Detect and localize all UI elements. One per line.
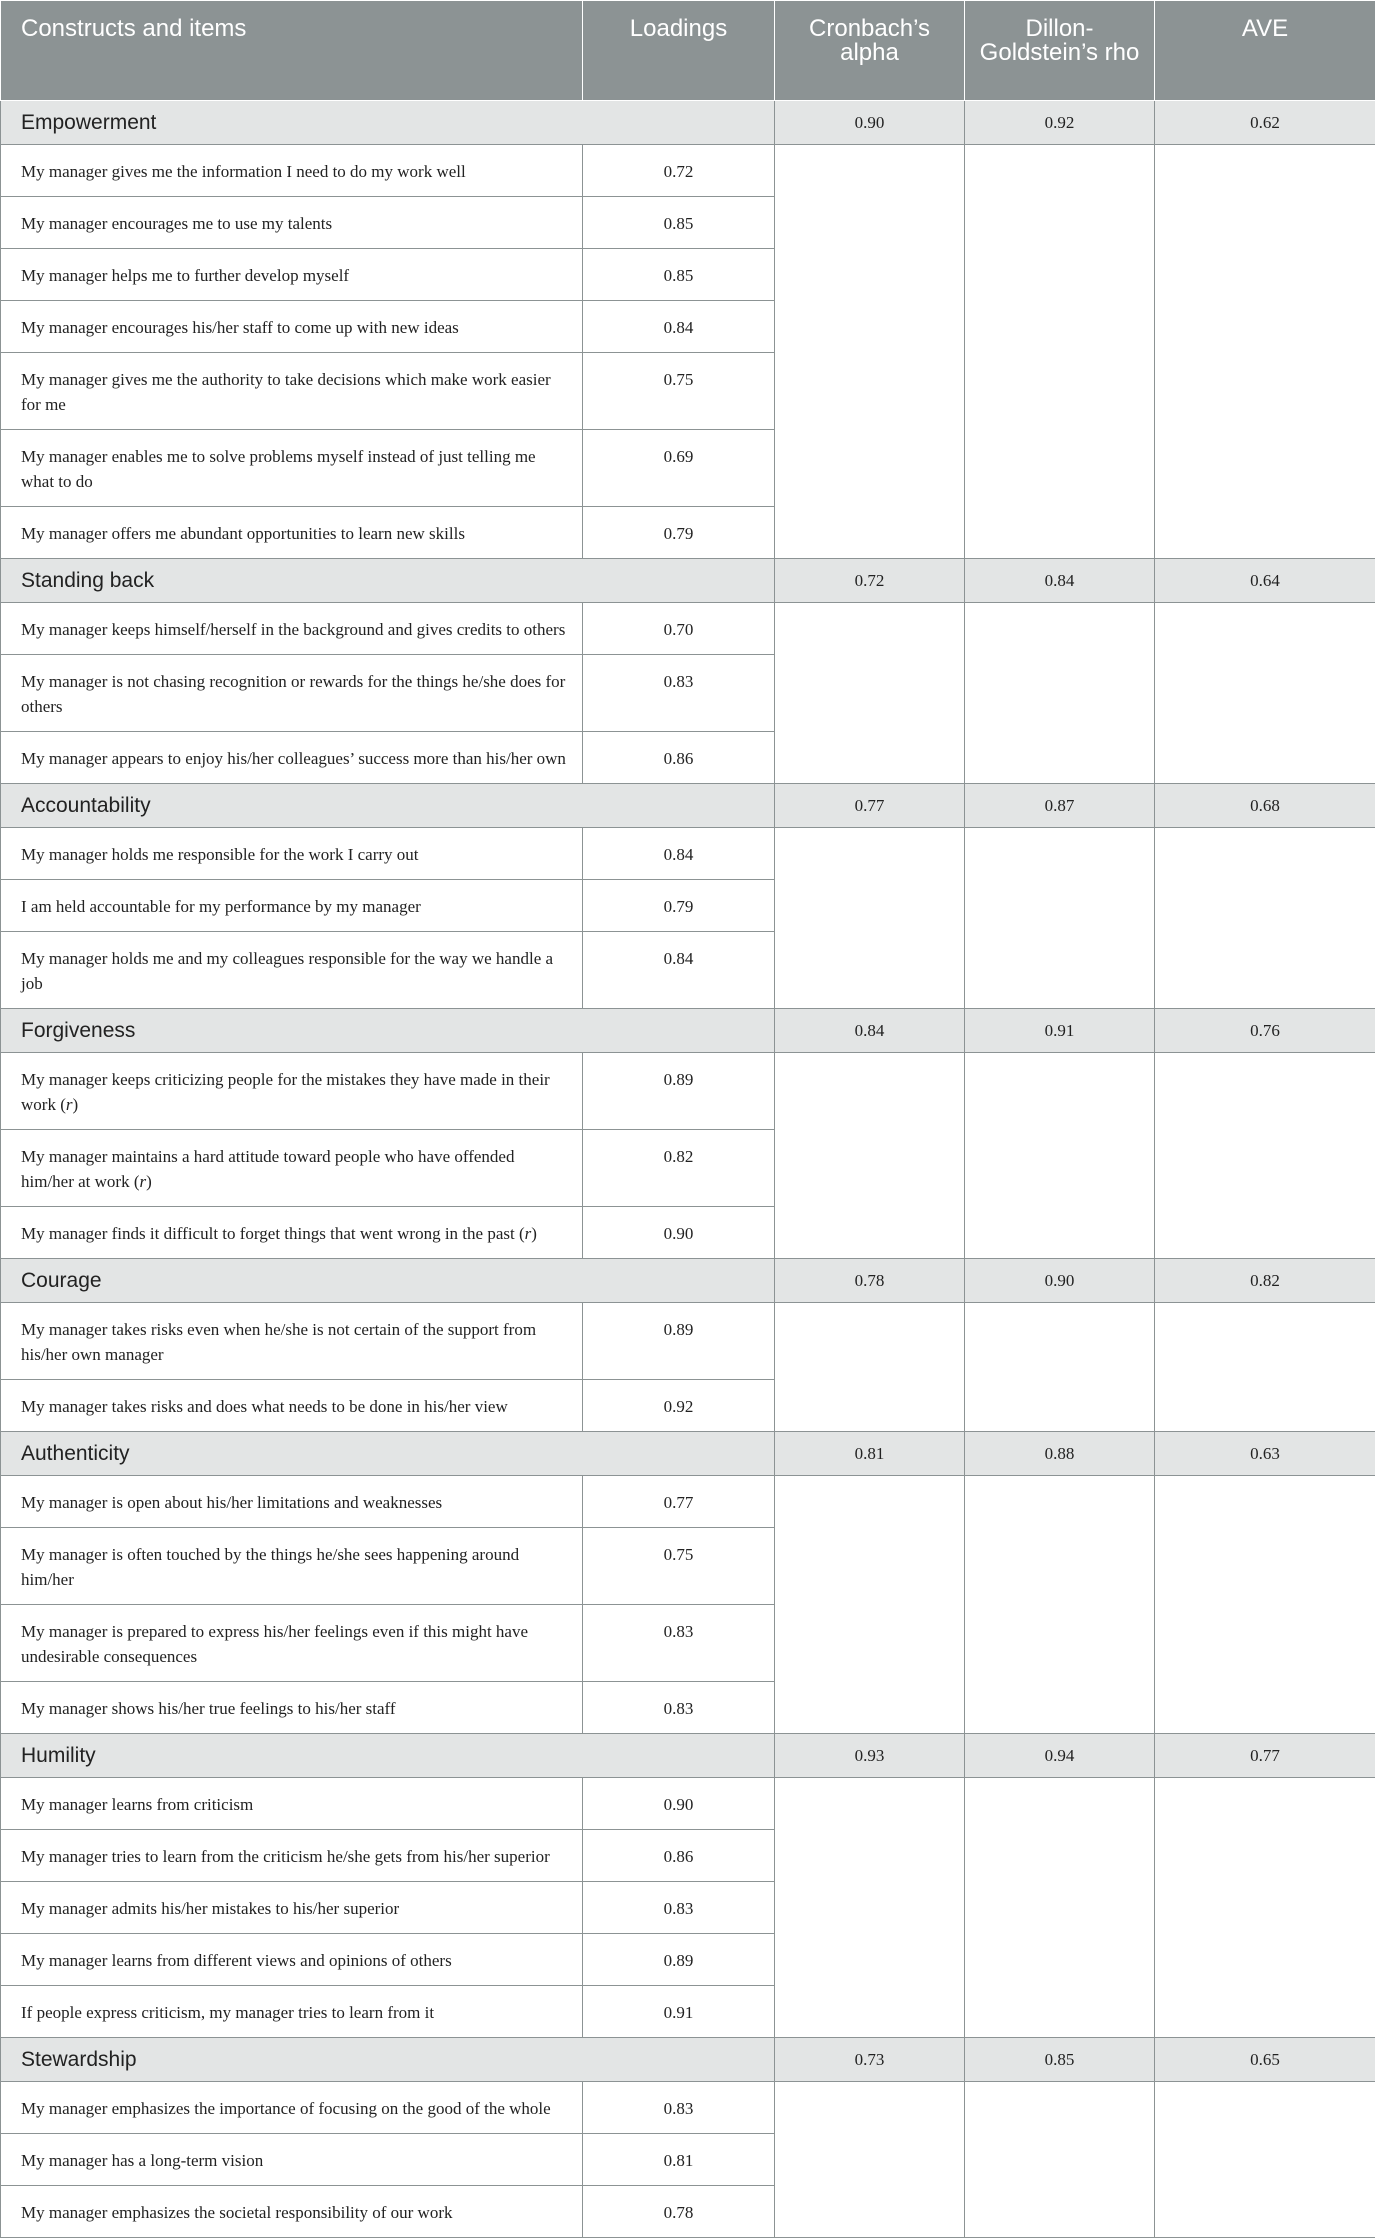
- empty-cell: [775, 732, 965, 784]
- item-text-cell: [1, 1380, 583, 1432]
- dillon-goldstein-rho-value: 0.84: [965, 559, 1155, 603]
- construct-row: [1, 1734, 1375, 1778]
- empty-cell: [965, 1934, 1155, 1986]
- cronbach-alpha-value: 0.72: [775, 559, 965, 603]
- item-text: My manager holds me responsible for the work I carry out: [21, 845, 419, 864]
- item-row: [1, 1778, 1375, 1830]
- empty-cell: [1155, 1380, 1375, 1432]
- item-loading: 0.82: [583, 1130, 775, 1207]
- item-text: My manager gives me the authority to take decisions which make work easier for me: [21, 370, 551, 414]
- item-text-cell: [1, 1934, 583, 1986]
- empty-cell: [1155, 2186, 1375, 2238]
- item-loading: 0.84: [583, 932, 775, 1009]
- item-loading: 0.85: [583, 197, 775, 249]
- item-row: [1, 603, 1375, 655]
- cronbach-alpha-value: 0.84: [775, 1009, 965, 1053]
- empty-cell: [775, 1528, 965, 1605]
- item-text: My manager is prepared to express his/her feelings even if this might have undesirable consequences: [21, 1622, 528, 1666]
- item-text-cell: [1, 1882, 583, 1934]
- dillon-goldstein-rho-value: 0.87: [965, 784, 1155, 828]
- header-loadings: Loadings: [583, 1, 775, 101]
- cronbach-alpha-value: 0.78: [775, 1259, 965, 1303]
- empty-cell: [1155, 2082, 1375, 2134]
- empty-cell: [965, 353, 1155, 430]
- empty-cell: [775, 880, 965, 932]
- item-loading: 0.83: [583, 1605, 775, 1682]
- empty-cell: [965, 1778, 1155, 1830]
- item-loading: 0.83: [583, 1682, 775, 1734]
- empty-cell: [965, 1830, 1155, 1882]
- item-row: [1, 1130, 1375, 1207]
- ave-value: 0.77: [1155, 1734, 1375, 1778]
- dillon-goldstein-rho-value: 0.92: [965, 101, 1155, 145]
- empty-cell: [775, 1130, 965, 1207]
- item-text-cell: [1, 507, 583, 559]
- empty-cell: [775, 1053, 965, 1130]
- table-body: [1, 101, 1375, 2238]
- empty-cell: [1155, 2134, 1375, 2186]
- empty-cell: [1155, 145, 1375, 197]
- empty-cell: [775, 1882, 965, 1934]
- cronbach-alpha-value: 0.90: [775, 101, 965, 145]
- empty-cell: [1155, 1476, 1375, 1528]
- empty-cell: [965, 732, 1155, 784]
- reverse-coded-marker: r: [66, 1095, 73, 1114]
- item-text-cell: [1, 301, 583, 353]
- item-loading: 0.69: [583, 430, 775, 507]
- item-text: My manager shows his/her true feelings to his/her staff: [21, 1699, 396, 1718]
- empty-cell: [965, 249, 1155, 301]
- reverse-coded-marker: r: [140, 1172, 147, 1191]
- item-text: My manager has a long-term vision: [21, 2151, 263, 2170]
- item-text: My manager maintains a hard attitude toward people who have offended him/her at work: [21, 1147, 514, 1191]
- empty-cell: [775, 145, 965, 197]
- construct-row: [1, 559, 1375, 603]
- item-text-cell: [1, 828, 583, 880]
- item-text: My manager helps me to further develop myself: [21, 266, 349, 285]
- item-text-cell: My manager keeps criticizing people for the mistakes they have made in their work (r): [1, 1053, 583, 1130]
- item-row: [1, 880, 1375, 932]
- empty-cell: [775, 301, 965, 353]
- construct-name: Forgiveness: [1, 1009, 775, 1053]
- dillon-goldstein-rho-value: 0.94: [965, 1734, 1155, 1778]
- empty-cell: [965, 430, 1155, 507]
- empty-cell: [775, 1830, 965, 1882]
- item-row: [1, 1380, 1375, 1432]
- item-row: [1, 197, 1375, 249]
- item-text: My manager offers me abundant opportunities to learn new skills: [21, 524, 465, 543]
- item-loading: 0.90: [583, 1778, 775, 1830]
- item-row: [1, 1605, 1375, 1682]
- item-loading: 0.81: [583, 2134, 775, 2186]
- empty-cell: [775, 1380, 965, 1432]
- empty-cell: [965, 1882, 1155, 1934]
- item-loading: 0.77: [583, 1476, 775, 1528]
- construct-row: [1, 1259, 1375, 1303]
- item-loading: 0.75: [583, 1528, 775, 1605]
- empty-cell: [1155, 301, 1375, 353]
- item-loading: 0.72: [583, 145, 775, 197]
- item-row: [1, 1528, 1375, 1605]
- item-text-cell: My manager maintains a hard attitude toward people who have offended him/her at work (r): [1, 1130, 583, 1207]
- item-row: [1, 828, 1375, 880]
- dillon-goldstein-rho-value: 0.91: [965, 1009, 1155, 1053]
- empty-cell: [775, 932, 965, 1009]
- ave-value: 0.62: [1155, 101, 1375, 145]
- item-text: My manager tries to learn from the criticism he/she gets from his/her superior: [21, 1847, 550, 1866]
- construct-name: Stewardship: [1, 2038, 775, 2082]
- empty-cell: [965, 1207, 1155, 1259]
- empty-cell: [775, 430, 965, 507]
- ave-value: 0.82: [1155, 1259, 1375, 1303]
- item-row: [1, 353, 1375, 430]
- item-loading: 0.89: [583, 1053, 775, 1130]
- empty-cell: [965, 197, 1155, 249]
- empty-cell: [1155, 1882, 1375, 1934]
- empty-cell: [965, 932, 1155, 1009]
- item-text: My manager takes risks and does what needs to be done in his/her view: [21, 1397, 508, 1416]
- empty-cell: [775, 1207, 965, 1259]
- item-row: [1, 249, 1375, 301]
- empty-cell: [965, 301, 1155, 353]
- header-constructs: Constructs and items: [1, 1, 583, 101]
- empty-cell: [775, 353, 965, 430]
- item-text-cell: [1, 145, 583, 197]
- item-row: [1, 507, 1375, 559]
- construct-row: [1, 1009, 1375, 1053]
- item-row: [1, 2134, 1375, 2186]
- empty-cell: [1155, 1986, 1375, 2038]
- item-text-cell: [1, 353, 583, 430]
- item-loading: 0.86: [583, 1830, 775, 1882]
- item-text: My manager is not chasing recognition or rewards for the things he/she does for others: [21, 672, 565, 716]
- dillon-goldstein-rho-value: 0.85: [965, 2038, 1155, 2082]
- item-row: [1, 430, 1375, 507]
- item-text-cell: [1, 1778, 583, 1830]
- item-loading: 0.84: [583, 828, 775, 880]
- ave-value: 0.68: [1155, 784, 1375, 828]
- empty-cell: [1155, 1934, 1375, 1986]
- item-text: My manager keeps criticizing people for the mistakes they have made in their work: [21, 1070, 550, 1114]
- item-loading: 0.84: [583, 301, 775, 353]
- item-text-cell: [1, 603, 583, 655]
- ave-value: 0.63: [1155, 1432, 1375, 1476]
- construct-row: [1, 784, 1375, 828]
- empty-cell: [1155, 1528, 1375, 1605]
- item-text-cell: My manager finds it difficult to forget things that went wrong in the past (r): [1, 1207, 583, 1259]
- empty-cell: [775, 603, 965, 655]
- item-loading: 0.89: [583, 1303, 775, 1380]
- construct-name: Authenticity: [1, 1432, 775, 1476]
- item-loading: 0.85: [583, 249, 775, 301]
- empty-cell: [965, 1380, 1155, 1432]
- cronbach-alpha-value: 0.77: [775, 784, 965, 828]
- item-row: [1, 1303, 1375, 1380]
- item-text-cell: [1, 932, 583, 1009]
- item-row: [1, 1934, 1375, 1986]
- empty-cell: [1155, 655, 1375, 732]
- empty-cell: [775, 249, 965, 301]
- empty-cell: [775, 828, 965, 880]
- header-ave: AVE: [1155, 1, 1375, 101]
- item-row: [1, 1476, 1375, 1528]
- empty-cell: [965, 1476, 1155, 1528]
- item-text: My manager emphasizes the importance of focusing on the good of the whole: [21, 2099, 551, 2118]
- item-row: [1, 932, 1375, 1009]
- empty-cell: [1155, 1303, 1375, 1380]
- item-text: My manager gives me the information I need to do my work well: [21, 162, 466, 181]
- item-loading: 0.86: [583, 732, 775, 784]
- item-loading: 0.79: [583, 507, 775, 559]
- empty-cell: [1155, 1207, 1375, 1259]
- empty-cell: [775, 1986, 965, 2038]
- empty-cell: [1155, 353, 1375, 430]
- construct-name: Courage: [1, 1259, 775, 1303]
- item-text-cell: [1, 249, 583, 301]
- ave-value: 0.76: [1155, 1009, 1375, 1053]
- construct-name: Humility: [1, 1734, 775, 1778]
- item-row: [1, 1882, 1375, 1934]
- cronbach-alpha-value: 0.73: [775, 2038, 965, 2082]
- item-loading: 0.78: [583, 2186, 775, 2238]
- empty-cell: [775, 1934, 965, 1986]
- item-text: My manager learns from criticism: [21, 1795, 253, 1814]
- item-row: [1, 1986, 1375, 2038]
- empty-cell: [965, 1053, 1155, 1130]
- item-text: My manager finds it difficult to forget things that went wrong in the past: [21, 1224, 515, 1243]
- empty-cell: [775, 1303, 965, 1380]
- item-text: My manager appears to enjoy his/her colleagues’ success more than his/her own: [21, 749, 566, 768]
- empty-cell: [965, 2134, 1155, 2186]
- empty-cell: [965, 1605, 1155, 1682]
- ave-value: 0.64: [1155, 559, 1375, 603]
- item-text-cell: [1, 1476, 583, 1528]
- item-text: My manager encourages his/her staff to come up with new ideas: [21, 318, 459, 337]
- item-text-cell: [1, 1303, 583, 1380]
- empty-cell: [1155, 1053, 1375, 1130]
- item-loading: 0.79: [583, 880, 775, 932]
- item-text: My manager learns from different views and opinions of others: [21, 1951, 452, 1970]
- construct-name: Standing back: [1, 559, 775, 603]
- item-row: [1, 732, 1375, 784]
- item-row: [1, 301, 1375, 353]
- empty-cell: [965, 1528, 1155, 1605]
- construct-row: [1, 101, 1375, 145]
- item-row: [1, 655, 1375, 732]
- cronbach-alpha-value: 0.81: [775, 1432, 965, 1476]
- item-loading: 0.89: [583, 1934, 775, 1986]
- item-loading: 0.92: [583, 1380, 775, 1432]
- ave-value: 0.65: [1155, 2038, 1375, 2082]
- empty-cell: [775, 2134, 965, 2186]
- construct-row: [1, 1432, 1375, 1476]
- empty-cell: [965, 603, 1155, 655]
- empty-cell: [1155, 249, 1375, 301]
- item-text-cell: [1, 430, 583, 507]
- item-row: [1, 1830, 1375, 1882]
- dillon-goldstein-rho-value: 0.90: [965, 1259, 1155, 1303]
- empty-cell: [775, 507, 965, 559]
- empty-cell: [965, 2186, 1155, 2238]
- item-text-cell: [1, 655, 583, 732]
- cronbach-alpha-value: 0.93: [775, 1734, 965, 1778]
- item-text: I am held accountable for my performance by my manager: [21, 897, 421, 916]
- empty-cell: [1155, 828, 1375, 880]
- empty-cell: [1155, 1778, 1375, 1830]
- reverse-coded-marker: r: [525, 1224, 532, 1243]
- item-text: My manager holds me and my colleagues responsible for the way we handle a job: [21, 949, 553, 993]
- empty-cell: [775, 2186, 965, 2238]
- item-loading: 0.90: [583, 1207, 775, 1259]
- item-row: [1, 2186, 1375, 2238]
- empty-cell: [1155, 732, 1375, 784]
- empty-cell: [775, 2082, 965, 2134]
- empty-cell: [965, 507, 1155, 559]
- header-cronbach-alpha: Cronbach’s alpha: [775, 1, 965, 101]
- item-text: My manager admits his/her mistakes to his/her superior: [21, 1899, 399, 1918]
- item-text: My manager is open about his/her limitations and weaknesses: [21, 1493, 442, 1512]
- empty-cell: [965, 880, 1155, 932]
- item-text-cell: [1, 1830, 583, 1882]
- item-row: [1, 1053, 1375, 1130]
- item-loading: 0.75: [583, 353, 775, 430]
- empty-cell: [775, 1476, 965, 1528]
- empty-cell: [965, 828, 1155, 880]
- header-row: [1, 1, 1375, 101]
- header-dillon-goldstein-rho: Dillon-Goldstein’s rho: [965, 1, 1155, 101]
- item-text: My manager takes risks even when he/she is not certain of the support from his/her own manager: [21, 1320, 536, 1364]
- item-text: My manager encourages me to use my talents: [21, 214, 332, 233]
- item-text-cell: [1, 1528, 583, 1605]
- empty-cell: [1155, 430, 1375, 507]
- empty-cell: [1155, 932, 1375, 1009]
- empty-cell: [965, 1986, 1155, 2038]
- item-text-cell: [1, 732, 583, 784]
- item-text-cell: [1, 197, 583, 249]
- empty-cell: [965, 1303, 1155, 1380]
- empty-cell: [1155, 1830, 1375, 1882]
- empty-cell: [1155, 197, 1375, 249]
- item-loading: 0.83: [583, 1882, 775, 1934]
- item-text-cell: [1, 2082, 583, 2134]
- empty-cell: [775, 655, 965, 732]
- item-row: [1, 1207, 1375, 1259]
- item-text-cell: [1, 1682, 583, 1734]
- empty-cell: [1155, 603, 1375, 655]
- empty-cell: [1155, 880, 1375, 932]
- item-loading: 0.83: [583, 2082, 775, 2134]
- item-loading: 0.70: [583, 603, 775, 655]
- empty-cell: [965, 1130, 1155, 1207]
- empty-cell: [775, 1778, 965, 1830]
- dillon-goldstein-rho-value: 0.88: [965, 1432, 1155, 1476]
- item-text: My manager emphasizes the societal responsibility of our work: [21, 2203, 453, 2222]
- item-loading: 0.83: [583, 655, 775, 732]
- item-text: My manager keeps himself/herself in the background and gives credits to others: [21, 620, 565, 639]
- empty-cell: [1155, 507, 1375, 559]
- empty-cell: [775, 1682, 965, 1734]
- item-text-cell: [1, 1986, 583, 2038]
- item-text-cell: [1, 1605, 583, 1682]
- item-text-cell: [1, 2134, 583, 2186]
- construct-name: Accountability: [1, 784, 775, 828]
- empty-cell: [1155, 1605, 1375, 1682]
- item-text: If people express criticism, my manager tries to learn from it: [21, 2003, 434, 2022]
- empty-cell: [775, 1605, 965, 1682]
- item-text-cell: [1, 880, 583, 932]
- empty-cell: [965, 145, 1155, 197]
- item-row: [1, 145, 1375, 197]
- item-text: My manager is often touched by the things he/she sees happening around him/her: [21, 1545, 519, 1589]
- construct-name: Empowerment: [1, 101, 775, 145]
- empty-cell: [965, 1682, 1155, 1734]
- empty-cell: [1155, 1130, 1375, 1207]
- item-text-cell: [1, 2186, 583, 2238]
- item-row: [1, 2082, 1375, 2134]
- item-loading: 0.91: [583, 1986, 775, 2038]
- item-text: My manager enables me to solve problems myself instead of just telling me what to do: [21, 447, 536, 491]
- empty-cell: [1155, 1682, 1375, 1734]
- empty-cell: [775, 197, 965, 249]
- item-row: [1, 1682, 1375, 1734]
- empty-cell: [965, 2082, 1155, 2134]
- empty-cell: [965, 655, 1155, 732]
